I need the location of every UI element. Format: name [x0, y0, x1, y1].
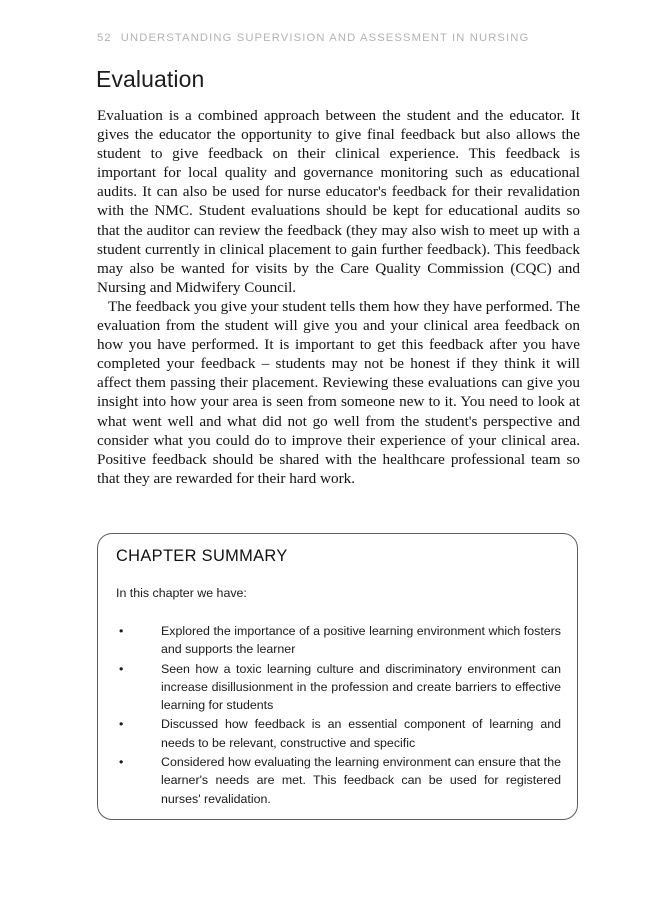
bullet-icon: •: [119, 624, 124, 638]
bullet-icon: •: [119, 755, 124, 770]
body-copy: [97, 106, 580, 488]
bullet-icon: •: [119, 661, 124, 676]
list-item-label: Discussed how feedback is an essential component of learning and needs to be relevant, constructive and specific: [161, 717, 561, 750]
page-title: Evaluation: [96, 66, 205, 92]
bullet-icon: •: [119, 717, 124, 732]
list-item: [116, 660, 561, 715]
page-number: 52: [97, 32, 112, 44]
list-item: [116, 753, 561, 808]
list-item: [116, 715, 561, 752]
chapter-summary-title: CHAPTER SUMMARY: [116, 547, 288, 565]
chapter-summary-box: [97, 533, 578, 820]
paragraph-1: Evaluation is a combined approach between the student and the educator. It gives the educator the opportunity to give final feedback but also allows the student to give feedback on their clinical experience. This feedback is important for local quality and governance monitoring such as educational audits. It can also be used for nurse educator's feedback for their revalidation with the NMC. Student evaluations should be kept for educational audits so that the auditor can review the feedback (they may also wish to meet up with a student currently in clinical placement to gain further feedback). This feedback may also be wanted for visits by the Care Quality Commission (CQC) and Nursing and Midwifery Council.: [97, 107, 580, 296]
list-item-label: Seen how a toxic learning culture and discriminatory environment can increase disillusionment in the profession and create barriers to effective learning for students: [161, 661, 561, 713]
list-item-label: Explored the importance of a positive learning environment which fosters and supports the learner: [161, 624, 561, 657]
list-item: [116, 622, 561, 659]
running-head-title: UNDERSTANDING SUPERVISION AND ASSESSMENT IN NURSING: [120, 32, 530, 44]
chapter-summary-intro: In this chapter we have:: [116, 586, 247, 600]
chapter-summary-list: [116, 622, 561, 809]
running-head: [97, 32, 587, 44]
paragraph-2: The feedback you give your student tells them how they have performed. The evaluation from the student will give you and your clinical area feedback on how you have performed. It is important to get this feedback after you have completed your feedback – students may not be honest if they think it will affect them passing their placement. Reviewing these evaluations can give you insight into how your area is seen from someone new to it. You need to look at what went well and what did not go well from the student's perspective and consider what you could do to improve their experience of your clinical area. Positive feedback should be shared with the healthcare professional team so that they are rewarded for their hard work.: [97, 297, 580, 487]
list-item-label: Considered how evaluating the learning environment can ensure that the learner's needs are met. This feedback can be used for registered nurses' revalidation.: [161, 755, 561, 806]
